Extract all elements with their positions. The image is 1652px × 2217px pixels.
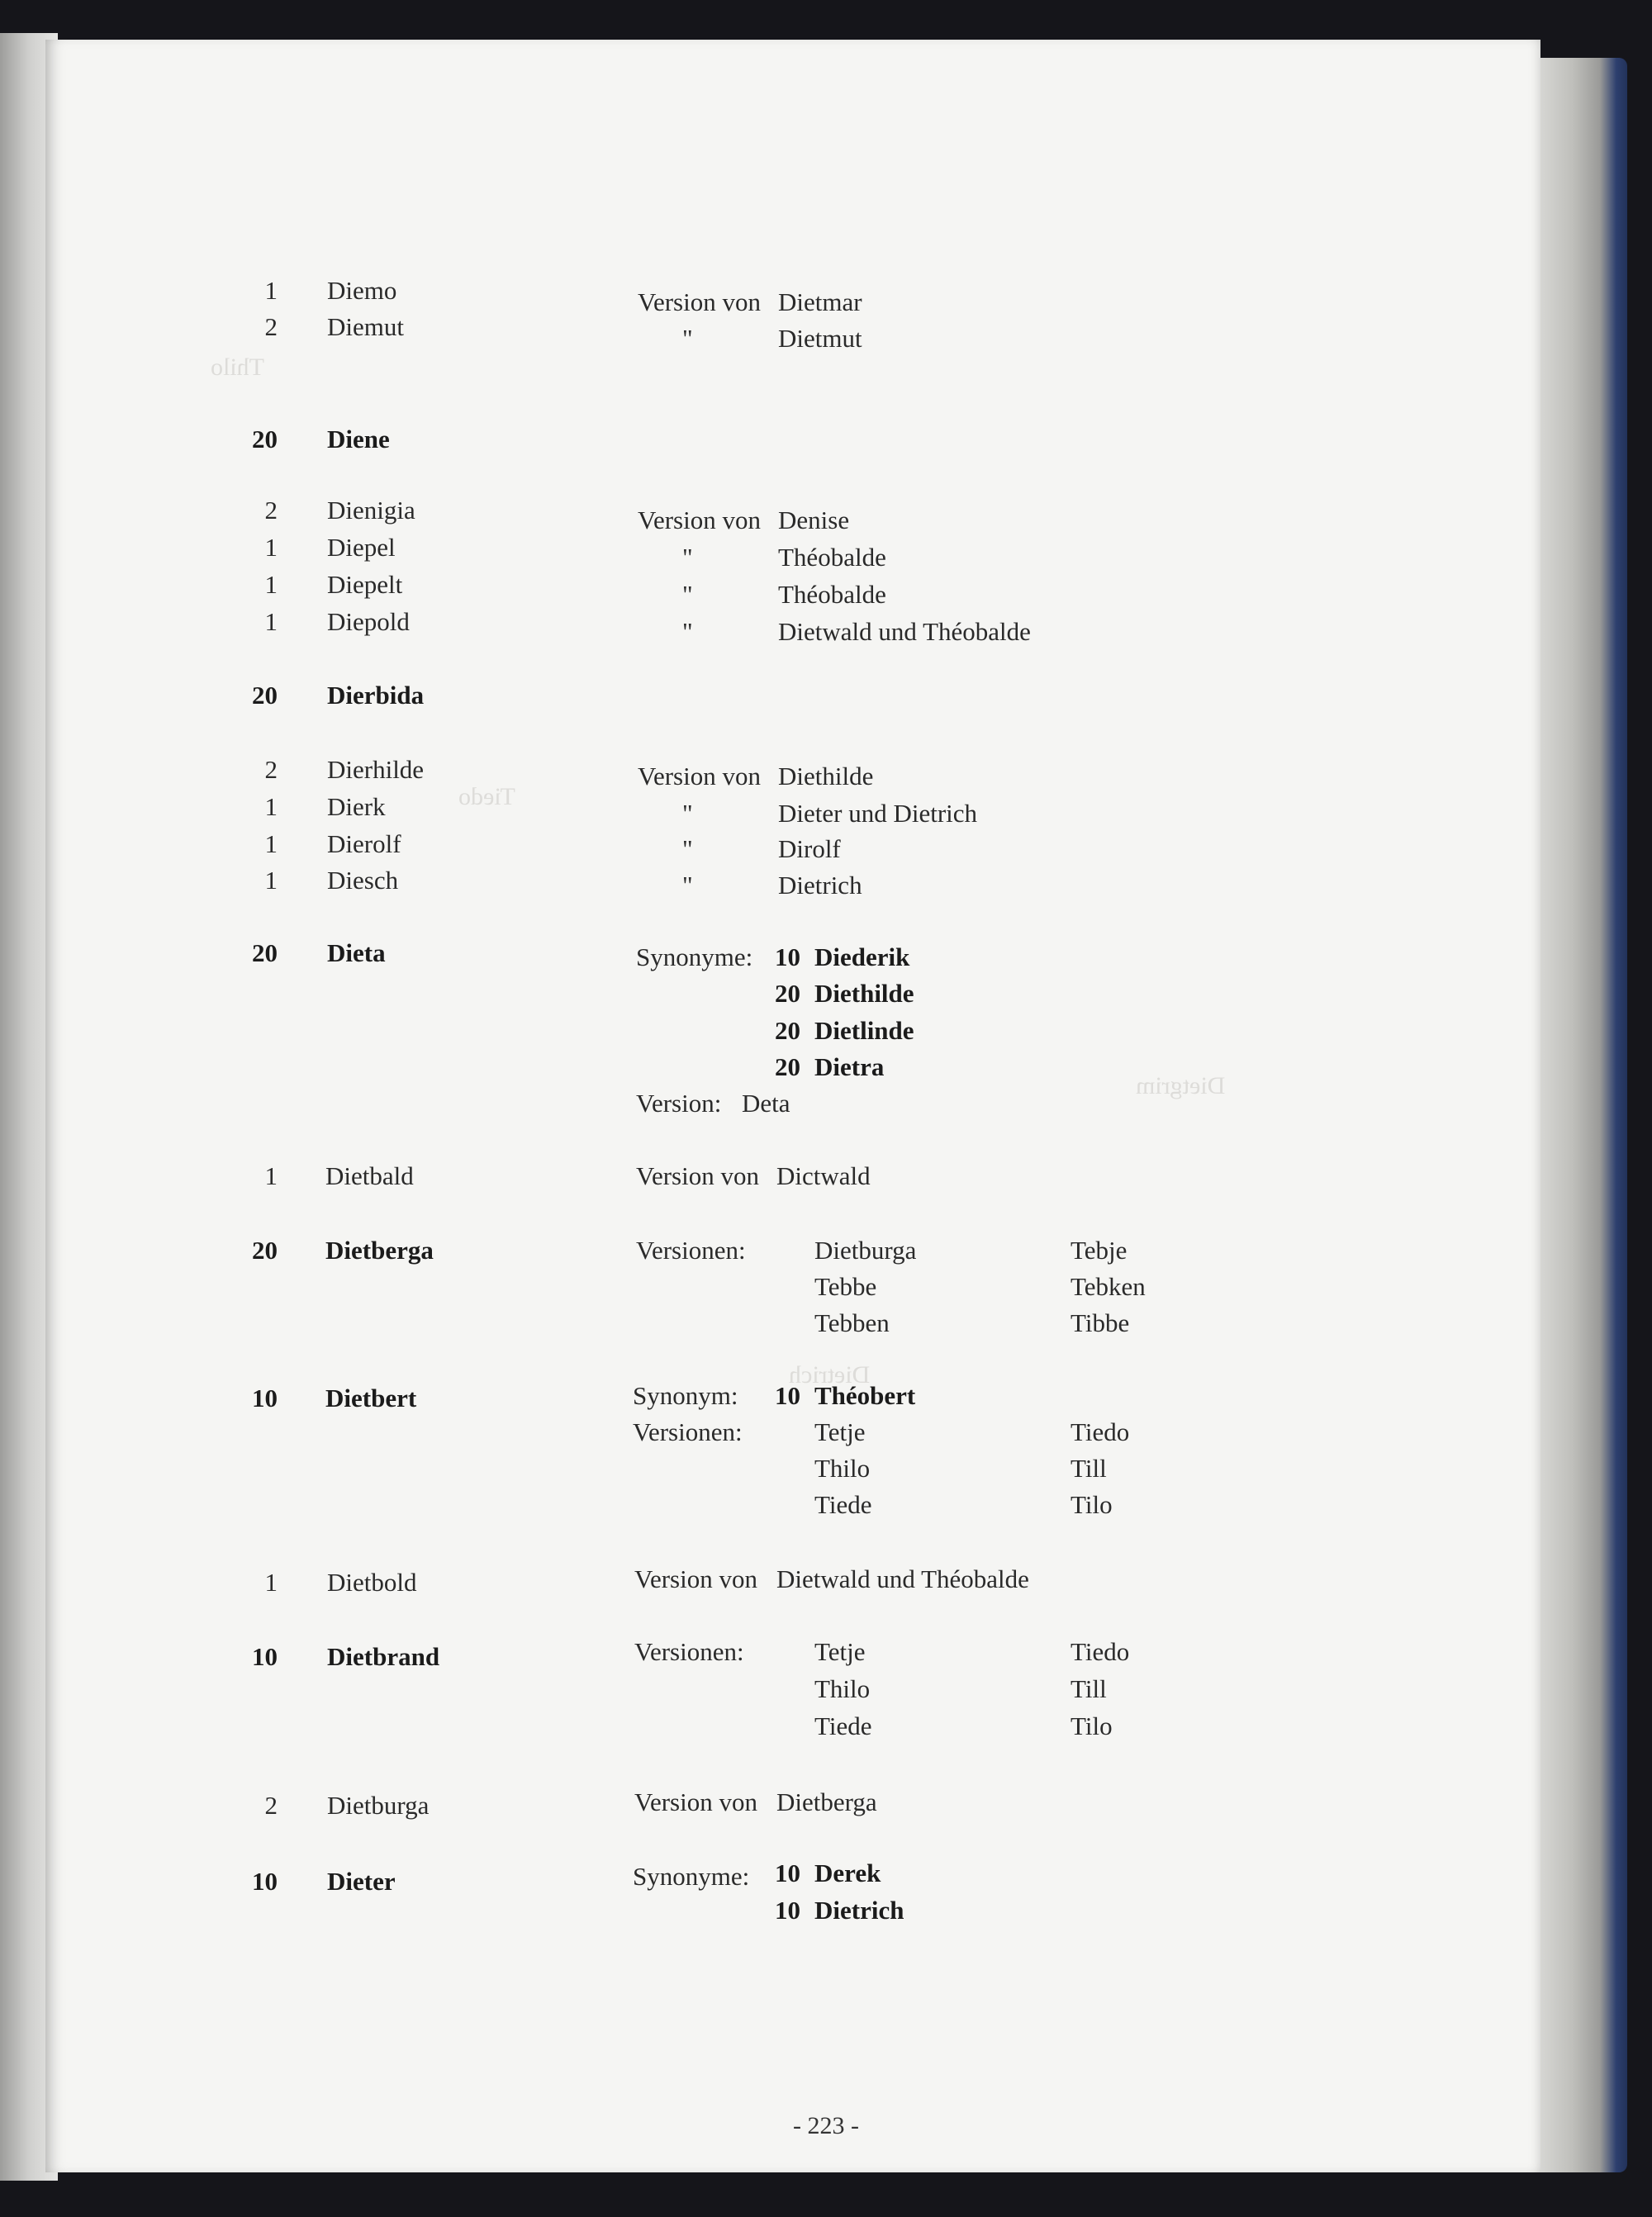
synonyms-label: Synonyme: (633, 1862, 750, 1891)
entry-reference: Dietwald und Théobalde (776, 1564, 1029, 1593)
entry-label: Version von (638, 287, 761, 316)
entry-label: " (682, 324, 693, 353)
synonym-name: Théobert (814, 1381, 916, 1410)
versions-label: Versionen: (636, 1236, 746, 1265)
entry-name: Dietbold (327, 1568, 417, 1597)
entry-name: Dierk (327, 792, 386, 821)
version-name: Tiede (814, 1490, 872, 1519)
versions-label: Versionen: (634, 1637, 744, 1666)
entry-name: Dierolf (327, 829, 401, 858)
entry-count: 10 (252, 1384, 278, 1412)
entry-label: " (682, 617, 693, 646)
version-name: Till (1070, 1674, 1107, 1703)
entry-label: " (682, 834, 693, 863)
page-number: - 223 - (793, 2112, 859, 2139)
synonym-name: Derek (814, 1859, 881, 1887)
version-name: Tiede (814, 1711, 872, 1740)
synonym-name: Dietra (814, 1052, 885, 1081)
entry-reference: Dietwald und Théobalde (778, 617, 1031, 646)
entry-count: 2 (264, 496, 278, 525)
version-label: Version: (636, 1089, 722, 1118)
bleed-through-text: Thilo (211, 354, 264, 381)
synonyms-label: Synonyme: (636, 942, 753, 971)
entry-label: Version von (634, 1787, 757, 1816)
bleed-through-text: Tiedo (458, 783, 515, 810)
synonym-count: 10 (775, 1381, 800, 1410)
entry-name: Diesch (327, 866, 399, 895)
entry-count: 1 (264, 1161, 278, 1190)
entry-count: 20 (252, 681, 278, 710)
entry-reference: Dictwald (776, 1161, 871, 1190)
entry-name: Diepel (327, 533, 396, 562)
synonym-count: 10 (775, 1859, 800, 1887)
entry-count: 2 (264, 1791, 278, 1820)
entry-name: Dietbald (325, 1161, 414, 1190)
version-name: Tebben (814, 1308, 890, 1337)
entry-label: " (682, 799, 693, 828)
version-name: Tetje (814, 1417, 866, 1446)
entry-reference: Dietrich (778, 871, 862, 900)
entry-name: Diepelt (327, 570, 403, 599)
entry-name: Dietberga (325, 1236, 434, 1265)
versions-label: Versionen: (633, 1417, 743, 1446)
bleed-through-text: Dietrich (789, 1361, 871, 1389)
version-name: Tibbe (1070, 1308, 1130, 1337)
synonym-name: Dietlinde (814, 1016, 914, 1045)
entry-reference: Théobalde (778, 580, 886, 609)
entry-label: " (682, 580, 693, 609)
entry-name: Dietburga (327, 1791, 430, 1820)
version-name: Tilo (1070, 1490, 1113, 1519)
entry-name: Diemo (327, 276, 397, 305)
entry-reference: Denise (778, 506, 850, 534)
version-name: Tilo (1070, 1711, 1113, 1740)
entry-reference: Dietberga (776, 1787, 877, 1816)
version-name: Tiedo (1070, 1417, 1130, 1446)
entry-count: 1 (264, 276, 278, 305)
entry-label: Version von (638, 762, 761, 790)
book-right-edge (1536, 58, 1627, 2172)
entry-name: Dienigia (327, 496, 415, 525)
synonym-name: Diethilde (814, 979, 914, 1008)
entry-count: 20 (252, 938, 278, 967)
entry-name: Dierbida (327, 681, 425, 710)
synonym-label: Synonym: (633, 1381, 738, 1410)
entry-reference: Diethilde (778, 762, 874, 790)
entry-name: Dieta (327, 938, 386, 967)
entry-reference: Théobalde (778, 543, 886, 572)
entry-label: " (682, 543, 693, 572)
version-name: Dietburga (814, 1236, 917, 1265)
entry-count: 1 (264, 1568, 278, 1597)
entry-count: 10 (252, 1642, 278, 1671)
entry-name: Dieter (327, 1867, 396, 1896)
synonym-count: 20 (775, 1016, 800, 1045)
entry-label: Version von (636, 1161, 759, 1190)
version-name: Tebje (1070, 1236, 1127, 1265)
entry-count: 1 (264, 866, 278, 895)
entry-count: 1 (264, 533, 278, 562)
version-name: Tetje (814, 1637, 866, 1666)
synonym-name: Dietrich (814, 1896, 904, 1925)
book-page (45, 40, 1540, 2172)
entry-count: 1 (264, 792, 278, 821)
entry-name: Diene (327, 425, 390, 453)
entry-reference: Dirolf (778, 834, 841, 863)
version-name: Thilo (814, 1454, 871, 1483)
entry-reference: Dieter und Dietrich (778, 799, 978, 828)
entry-name: Dietbrand (327, 1642, 440, 1671)
synonym-count: 10 (775, 942, 800, 971)
synonym-count: 20 (775, 979, 800, 1008)
synonym-count: 10 (775, 1896, 800, 1925)
entry-count: 2 (264, 755, 278, 784)
version-name: Tiedo (1070, 1637, 1130, 1666)
version-name: Till (1070, 1454, 1107, 1483)
entry-label: Version von (638, 506, 761, 534)
entry-count: 10 (252, 1867, 278, 1896)
entry-name: Diemut (327, 312, 404, 341)
entry-count: 1 (264, 570, 278, 599)
entry-name: Dietbert (325, 1384, 417, 1412)
entry-count: 2 (264, 312, 278, 341)
version-name: Tebbe (814, 1272, 877, 1301)
synonym-name: Diederik (814, 942, 910, 971)
entry-name: Diepold (327, 607, 410, 636)
bleed-through-text: Dietgrim (1136, 1072, 1226, 1099)
entry-name: Dierhilde (327, 755, 425, 784)
entry-count: 20 (252, 425, 278, 453)
entry-count: 1 (264, 829, 278, 858)
entry-count: 20 (252, 1236, 278, 1265)
entry-reference: Dietmar (778, 287, 862, 316)
entry-reference: Dietmut (778, 324, 862, 353)
entry-label: Version von (634, 1564, 757, 1593)
entry-count: 1 (264, 607, 278, 636)
version-name: Thilo (814, 1674, 871, 1703)
version-name: Tebken (1070, 1272, 1146, 1301)
synonym-count: 20 (775, 1052, 800, 1081)
entry-label: " (682, 871, 693, 900)
version-name: Deta (742, 1089, 790, 1118)
